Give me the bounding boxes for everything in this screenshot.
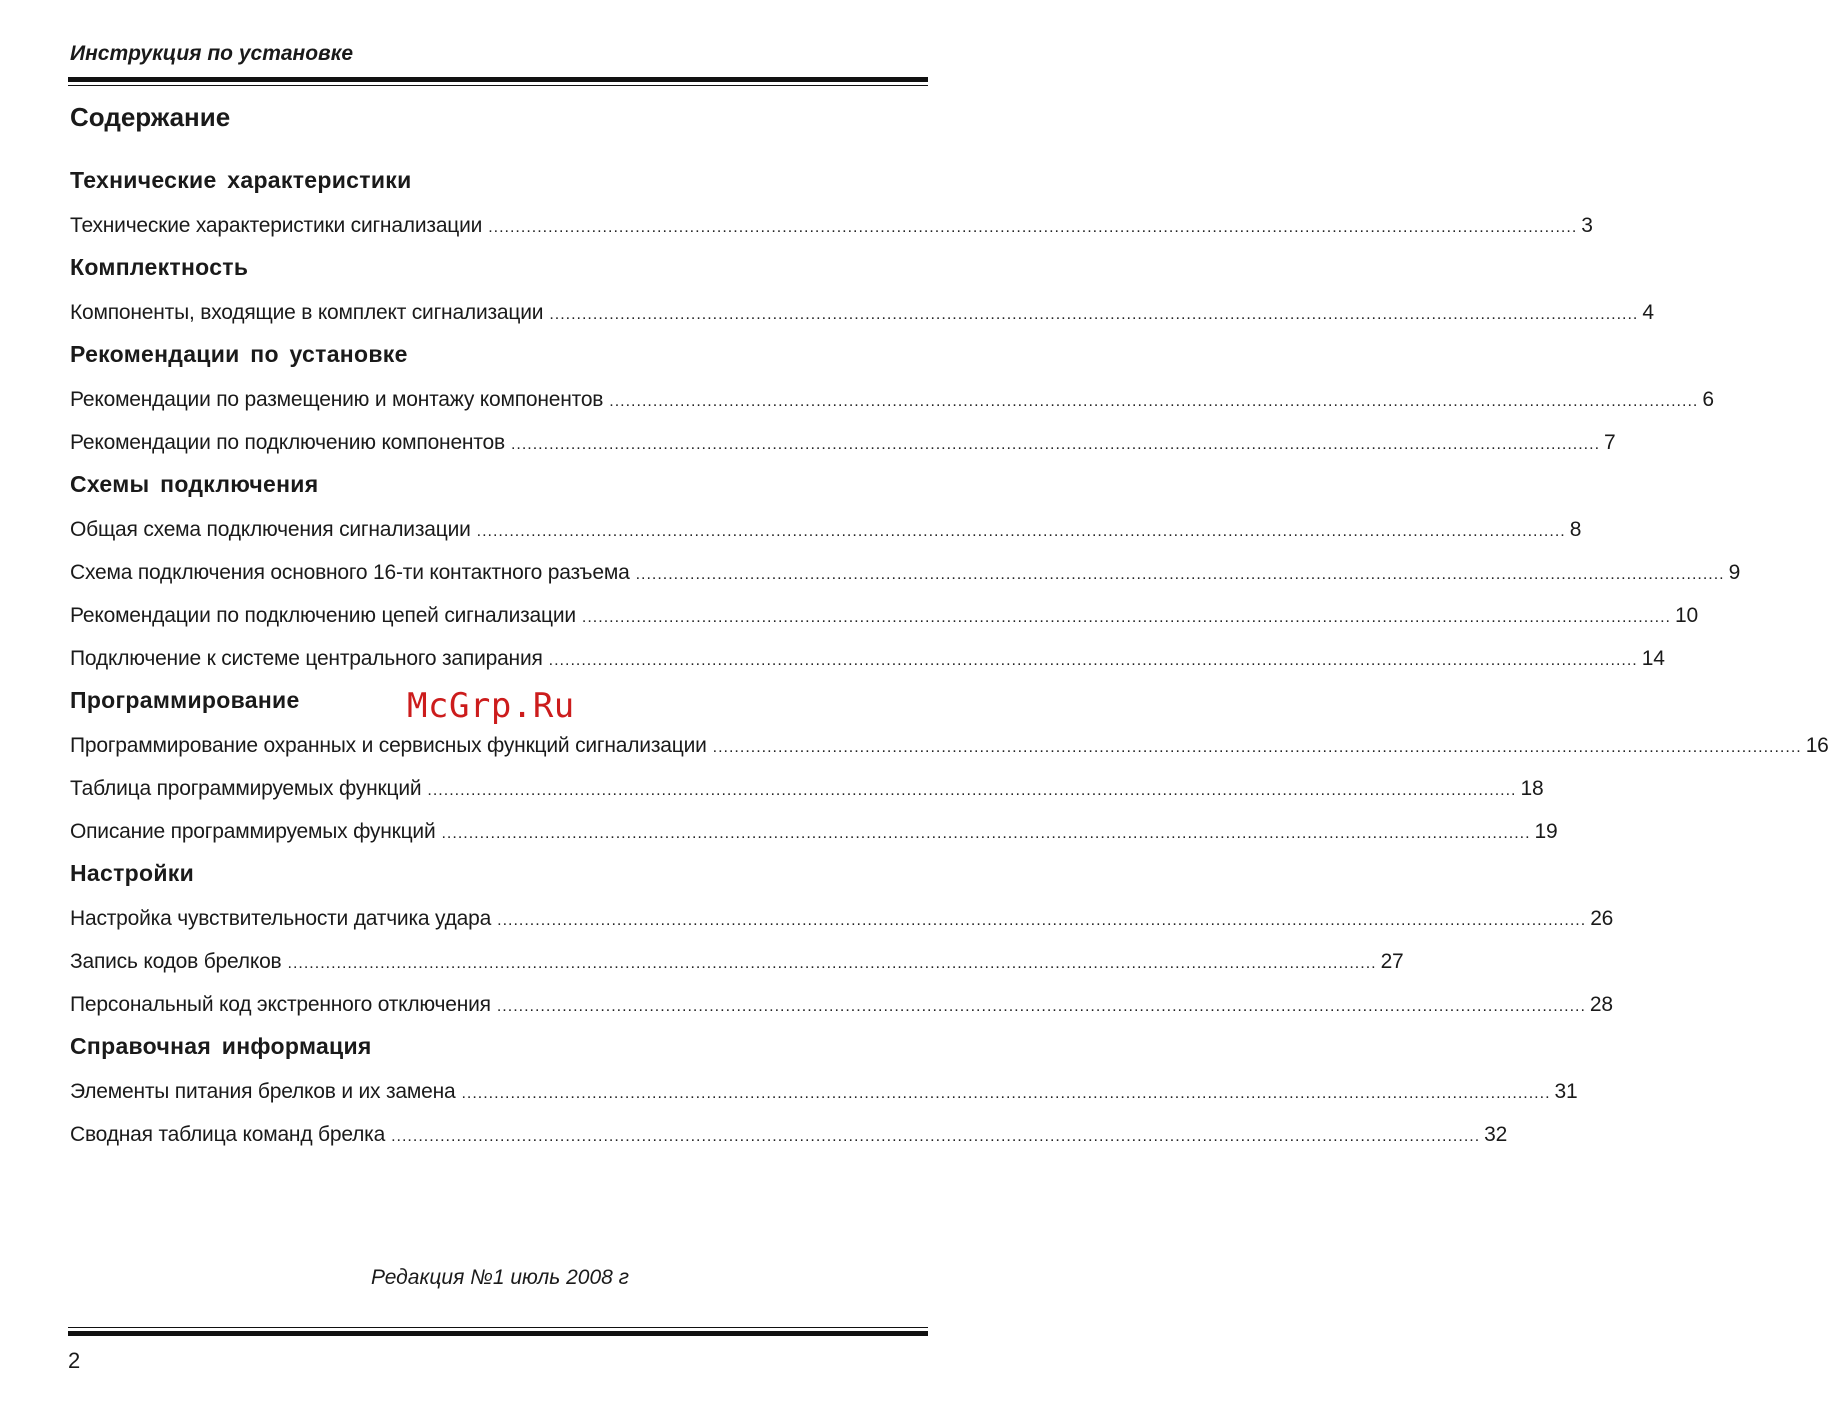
entry-label: Таблица программируемых функций xyxy=(70,777,422,800)
entry-label: Настройка чувствительности датчика удара xyxy=(70,907,492,930)
dot-leader: ........................................................................................................................................................................................................ xyxy=(510,436,1601,453)
toc-entry[interactable] xyxy=(70,291,1654,334)
entry-page-number: 10 xyxy=(1674,604,1698,627)
entry-page-number: 14 xyxy=(1641,647,1665,670)
dot-leader: ........................................................................................................................................................................................................ xyxy=(609,393,1699,410)
toc-title: Содержание xyxy=(70,102,231,132)
dot-leader: ........................................................................................................................................................................................................ xyxy=(287,955,1377,972)
toc-entry[interactable] xyxy=(70,724,1829,767)
footer-rule-thin xyxy=(68,1327,928,1328)
entry-label: Рекомендации по подключению цепей сигнализации xyxy=(70,604,576,627)
dot-leader: ........................................................................................................................................................................................................ xyxy=(476,523,1566,540)
entry-label: Технические характеристики сигнализации xyxy=(70,214,483,237)
toc-section xyxy=(70,1026,1578,1156)
section-title: Схемы подключения xyxy=(70,471,319,497)
entry-label: Схема подключения основного 16-ти контактного разъема xyxy=(70,561,630,584)
toc-section xyxy=(70,464,1741,680)
entry-label: Сводная таблица команд брелка xyxy=(70,1123,386,1146)
section-title: Настройки xyxy=(70,860,195,886)
entry-page-number: 3 xyxy=(1581,214,1593,237)
entry-page-number: 31 xyxy=(1554,1080,1578,1103)
entry-label: Запись кодов брелков xyxy=(70,950,282,973)
toc-entry[interactable] xyxy=(70,1070,1578,1113)
toc-entry[interactable] xyxy=(70,810,1558,853)
dot-leader: ........................................................................................................................................................................................................ xyxy=(712,739,1802,756)
toc-section xyxy=(70,247,1654,334)
edition-note: Редакция №1 июль 2008 г xyxy=(370,1266,630,1289)
dot-leader: ........................................................................................................................................................................................................ xyxy=(581,609,1671,626)
entry-label: Персональный код экстренного отключения xyxy=(70,993,491,1016)
dot-leader: ........................................................................................................................................................................................................ xyxy=(488,219,1578,236)
entry-page-number: 19 xyxy=(1534,820,1558,843)
dot-leader: ........................................................................................................................................................................................................ xyxy=(441,825,1531,842)
entry-page-number: 26 xyxy=(1590,907,1614,930)
entry-label: Описание программируемых функций xyxy=(70,820,436,843)
section-title: Справочная информация xyxy=(70,1033,372,1059)
toc-entry[interactable] xyxy=(70,204,1593,247)
entry-page-number: 27 xyxy=(1380,950,1404,973)
toc-entry[interactable] xyxy=(70,1113,1508,1156)
footer-rule-thick xyxy=(68,1331,928,1336)
toc-entry[interactable] xyxy=(70,508,1582,551)
toc-entry[interactable] xyxy=(70,421,1616,464)
entry-page-number: 9 xyxy=(1728,561,1741,584)
page-number: 2 xyxy=(68,1348,81,1373)
dot-leader: ........................................................................................................................................................................................................ xyxy=(635,566,1725,583)
entry-label: Подключение к системе центрального запирания xyxy=(70,647,543,670)
toc-entry[interactable] xyxy=(70,940,1404,983)
entry-page-number: 4 xyxy=(1642,301,1654,324)
entry-page-number: 32 xyxy=(1484,1123,1508,1146)
toc-entry[interactable] xyxy=(70,551,1741,594)
entry-label: Элементы питания брелков и их замена xyxy=(70,1080,456,1103)
dot-leader: ........................................................................................................................................................................................................ xyxy=(549,306,1639,323)
entry-label: Общая схема подключения сигнализации xyxy=(70,518,471,541)
toc-entry[interactable] xyxy=(70,983,1613,1026)
dot-leader: ........................................................................................................................................................................................................ xyxy=(427,782,1517,799)
entry-label: Компоненты, входящие в комплект сигнализации xyxy=(70,301,544,324)
dot-leader: ........................................................................................................................................................................................................ xyxy=(548,652,1638,669)
header-rule-thick xyxy=(68,77,928,82)
toc-entry[interactable] xyxy=(70,637,1665,680)
dot-leader: ........................................................................................................................................................................................................ xyxy=(497,912,1587,929)
header-title: Инструкция по установке xyxy=(70,42,354,65)
entry-page-number: 6 xyxy=(1702,388,1714,411)
dot-leader: ........................................................................................................................................................................................................ xyxy=(391,1128,1481,1145)
dot-leader: ........................................................................................................................................................................................................ xyxy=(496,998,1586,1015)
entry-label: Рекомендации по размещению и монтажу компонентов xyxy=(70,388,604,411)
section-title: Технические характеристики xyxy=(70,167,412,193)
toc-section xyxy=(70,853,1614,1026)
table-of-contents xyxy=(70,160,1829,1156)
toc-section xyxy=(70,334,1714,464)
toc-entry[interactable] xyxy=(70,767,1544,810)
watermark-text[interactable]: McGrp.Ru xyxy=(407,686,575,726)
entry-page-number: 28 xyxy=(1589,993,1613,1016)
header-rule-thin xyxy=(68,85,928,86)
section-title: Рекомендации по установке xyxy=(70,341,408,367)
section-title: Комплектность xyxy=(70,254,249,280)
dot-leader: ........................................................................................................................................................................................................ xyxy=(461,1085,1551,1102)
entry-page-number: 8 xyxy=(1569,518,1582,541)
entry-page-number: 18 xyxy=(1520,777,1544,800)
toc-entry[interactable] xyxy=(70,897,1614,940)
entry-label: Программирование охранных и сервисных функций сигнализации xyxy=(70,734,707,757)
entry-label: Рекомендации по подключению компонентов xyxy=(70,431,505,454)
entry-page-number: 16 xyxy=(1805,734,1829,757)
entry-page-number: 7 xyxy=(1604,431,1616,454)
toc-entry[interactable] xyxy=(70,594,1698,637)
toc-section xyxy=(70,160,1593,247)
section-title: Программирование xyxy=(70,687,300,713)
toc-entry[interactable] xyxy=(70,378,1714,421)
